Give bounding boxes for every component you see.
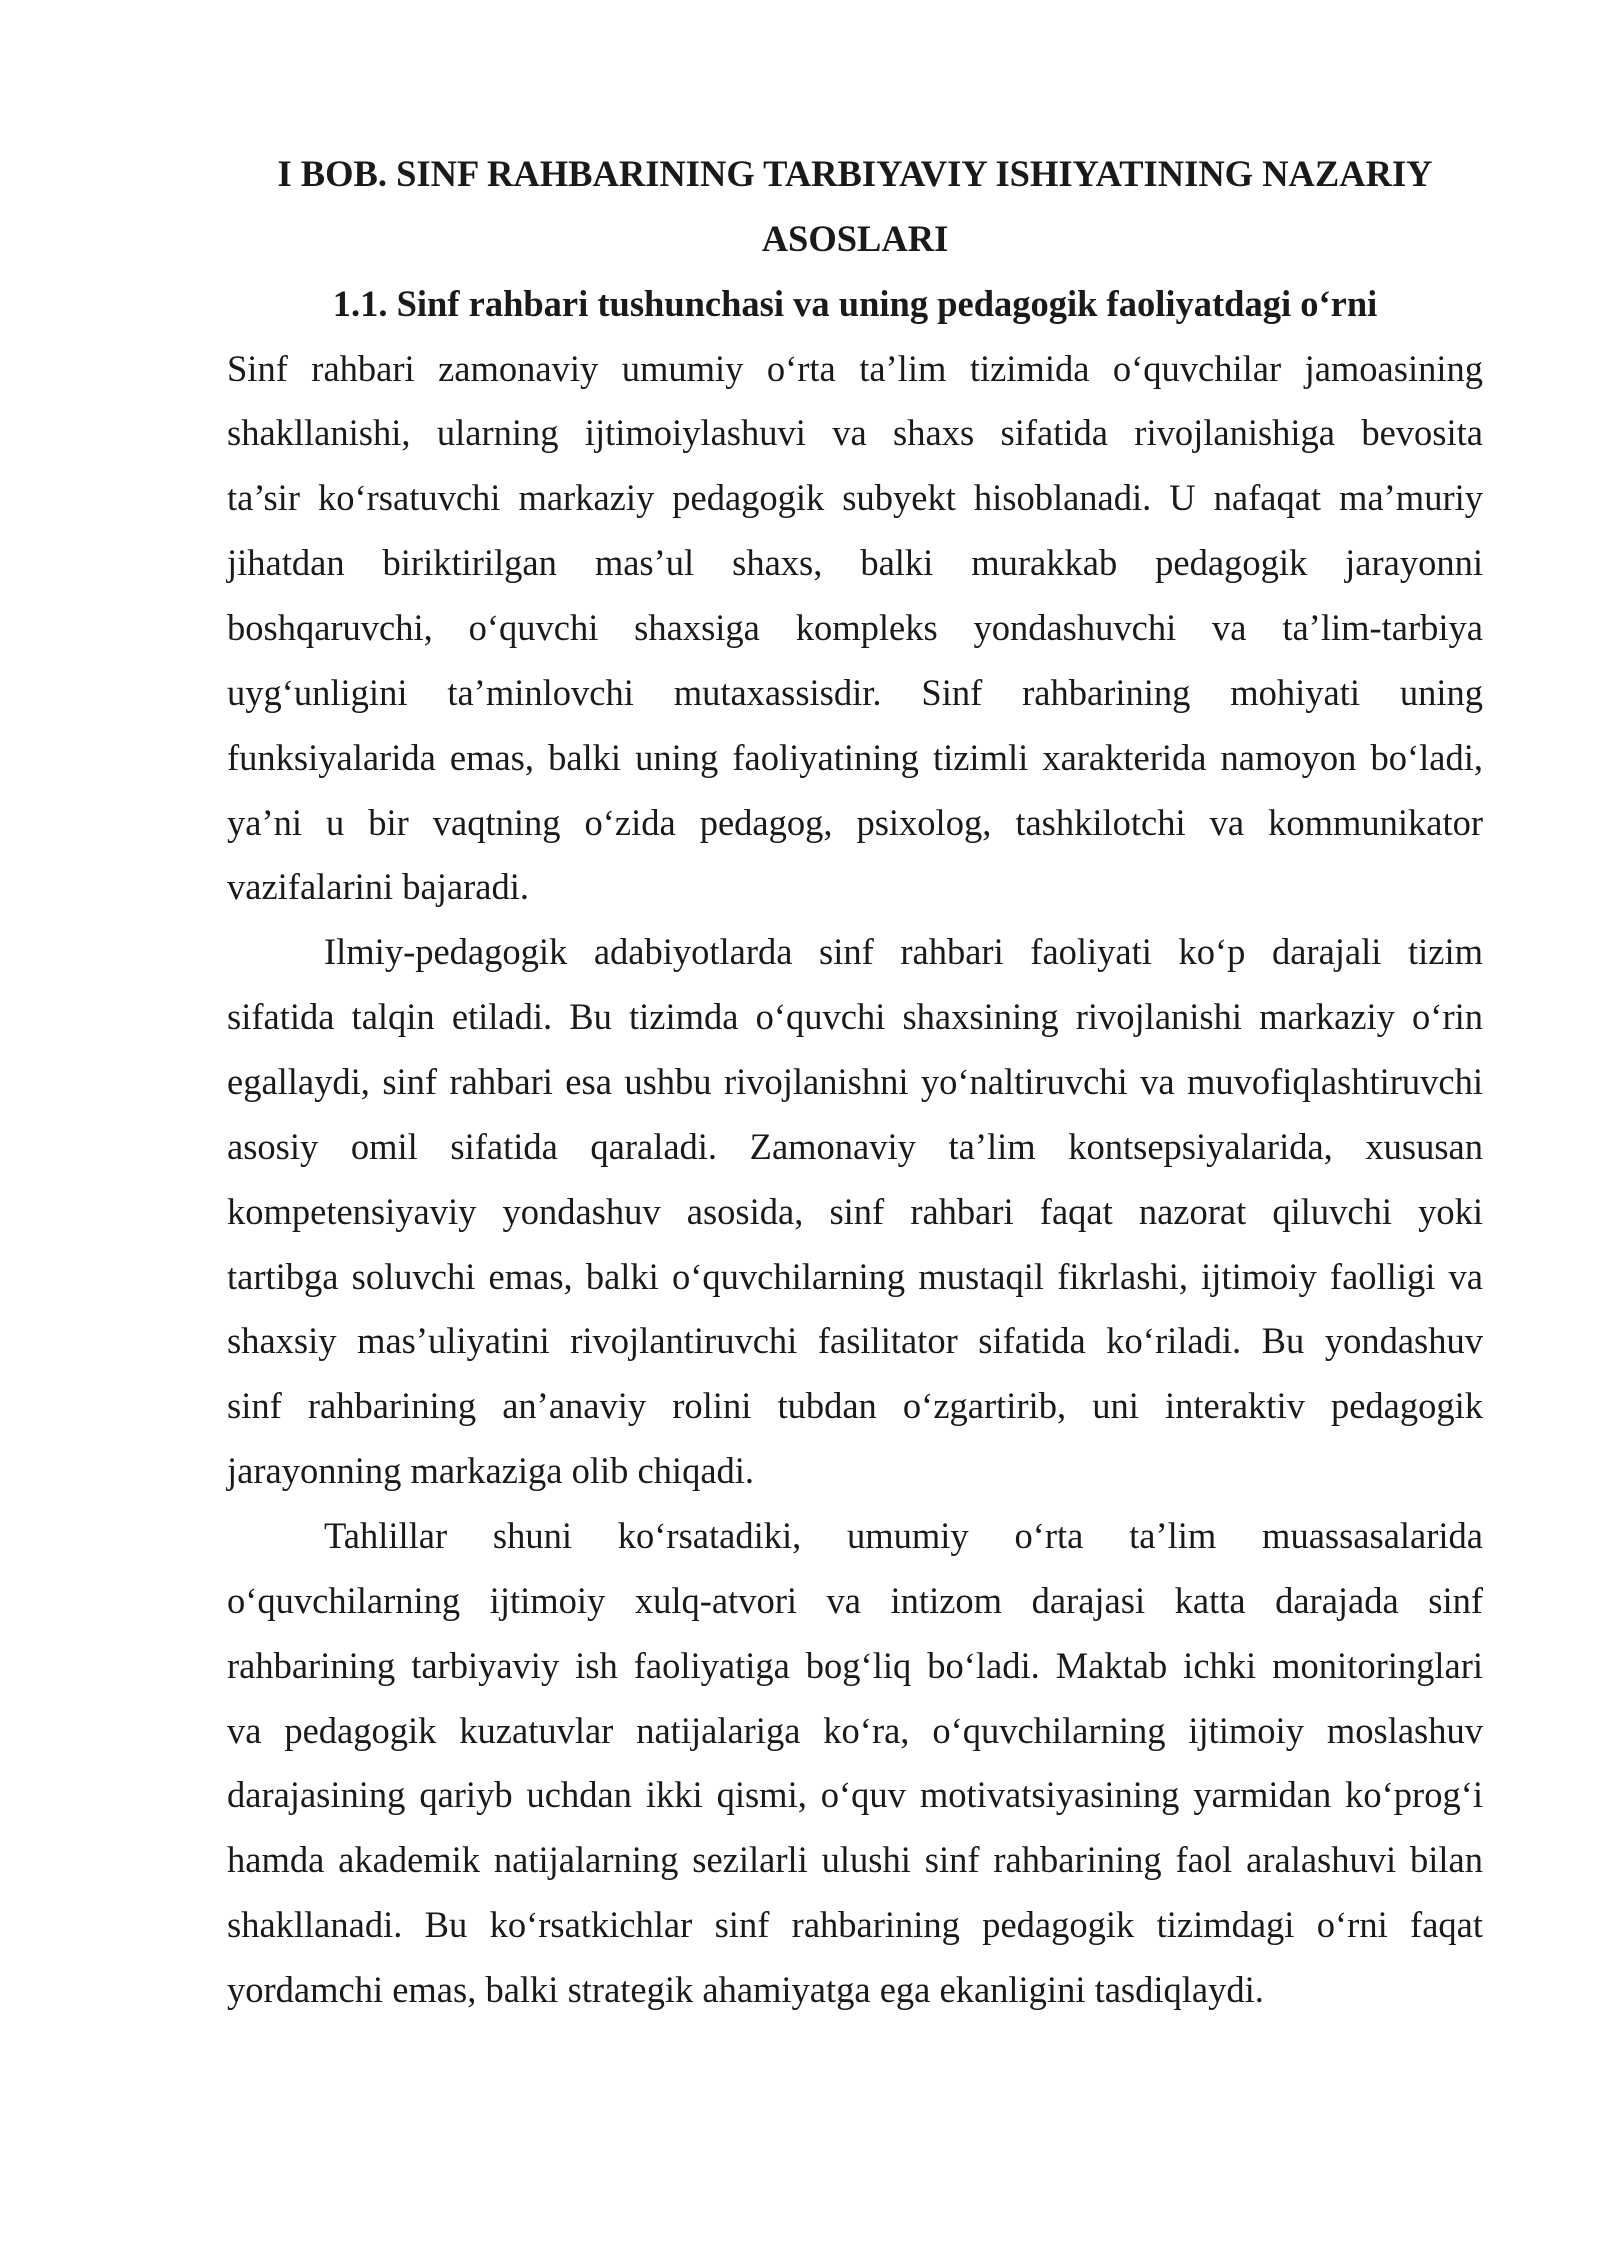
paragraph-line: o‘quvchilarning ijtimoiy xulq-atvori va intizom darajasi katta darajada sinf: [227, 1579, 1483, 1621]
paragraph-line: darajasining qariyb uchdan ikki qismi, o‘quv motivatsiyasining yarmidan ko‘prog‘i: [227, 1774, 1483, 1816]
paragraph-line: shakllanishi, ularning ijtimoiylashuvi va shaxs sifatida rivojlanishiga bevosita: [227, 412, 1483, 454]
paragraph-line: jarayonning markaziga olib chiqadi.: [227, 1450, 755, 1492]
paragraph-line: funksiyalarida emas, balki uning faoliyatining tizimli xarakterida namoyon bo‘ladi,: [227, 736, 1483, 778]
paragraph: [227, 920, 1483, 1504]
chapter-title-line: I BOB. SINF RAHBARINING TARBIYAVIY ISHIYATINING NAZARIY: [277, 153, 1433, 194]
paragraph-line: Sinf rahbari zamonaviy umumiy o‘rta ta’lim tizimida o‘quvchilar jamoasining: [227, 347, 1483, 389]
paragraph: [227, 337, 1483, 921]
paragraph-line: jihatdan biriktirilgan mas’ul shaxs, balki murakkab pedagogik jarayonni: [227, 542, 1483, 584]
paragraph-line: boshqaruvchi, o‘quvchi shaxsiga kompleks yondashuvchi va ta’lim-tarbiya: [227, 607, 1483, 649]
paragraph: [227, 1504, 1483, 2023]
document-body: [227, 142, 1483, 2023]
paragraph-line: egallaydi, sinf rahbari esa ushbu rivojlanishni yo‘naltiruvchi va muvofiqlashtiruvchi: [227, 1061, 1483, 1103]
paragraph-line: sifatida talqin etiladi. Bu tizimda o‘quvchi shaxsining rivojlanishi markaziy o‘rin: [227, 996, 1483, 1038]
paragraph-line: Tahlillar shuni ko‘rsatadiki, umumiy o‘rta ta’lim muassasalarida: [324, 1515, 1483, 1557]
section-heading: 1.1. Sinf rahbari tushunchasi va uning pedagogik faoliyatdagi o‘rni: [332, 282, 1378, 324]
paragraph-line: sinf rahbarining an’anaviy rolini tubdan o‘zgartirib, uni interaktiv pedagogik: [227, 1385, 1483, 1427]
chapter-title-line: ASOSLARI: [761, 217, 949, 259]
paragraph-line: asosiy omil sifatida qaraladi. Zamonaviy ta’lim kontsepsiyalarida, xususan: [227, 1125, 1483, 1167]
paragraph-line: Ilmiy-pedagogik adabiyotlarda sinf rahbari faoliyati ko‘p darajali tizim: [324, 931, 1483, 973]
paragraph-line: shakllanadi. Bu ko‘rsatkichlar sinf rahbarining pedagogik tizimdagi o‘rni faqat: [227, 1904, 1483, 1946]
chapter-title: [227, 142, 1483, 272]
paragraph-line: uyg‘unligini ta’minlovchi mutaxassisdir. Sinf rahbarining mohiyati uning: [227, 671, 1483, 713]
paragraph-line: hamda akademik natijalarning sezilarli ulushi sinf rahbarining faol aralashuvi bilan: [227, 1839, 1483, 1881]
paragraph-line: vazifalarini bajaradi.: [227, 866, 529, 908]
paragraph-line: yordamchi emas, balki strategik ahamiyatga ega ekanligini tasdiqlaydi.: [227, 1969, 1264, 2011]
paragraph-line: va pedagogik kuzatuvlar natijalariga ko‘ra, o‘quvchilarning ijtimoiy moslashuv: [227, 1709, 1483, 1751]
paragraph-line: shaxsiy mas’uliyatini rivojlantiruvchi fasilitator sifatida ko‘riladi. Bu yondashuv: [227, 1320, 1483, 1362]
paragraph-line: rahbarining tarbiyaviy ish faoliyatiga bog‘liq bo‘ladi. Maktab ichki monitoringlari: [227, 1644, 1483, 1686]
paragraph-line: ta’sir ko‘rsatuvchi markaziy pedagogik subyekt hisoblanadi. U nafaqat ma’muriy: [227, 477, 1483, 519]
paragraph-line: tartibga soluvchi emas, balki o‘quvchilarning mustaqil fikrlashi, ijtimoiy faolligi va: [227, 1255, 1483, 1297]
paragraph-line: ya’ni u bir vaqtning o‘zida pedagog, psixolog, tashkilotchi va kommunikator: [227, 801, 1483, 843]
paragraph-line: kompetensiyaviy yondashuv asosida, sinf rahbari faqat nazorat qiluvchi yoki: [227, 1190, 1483, 1232]
